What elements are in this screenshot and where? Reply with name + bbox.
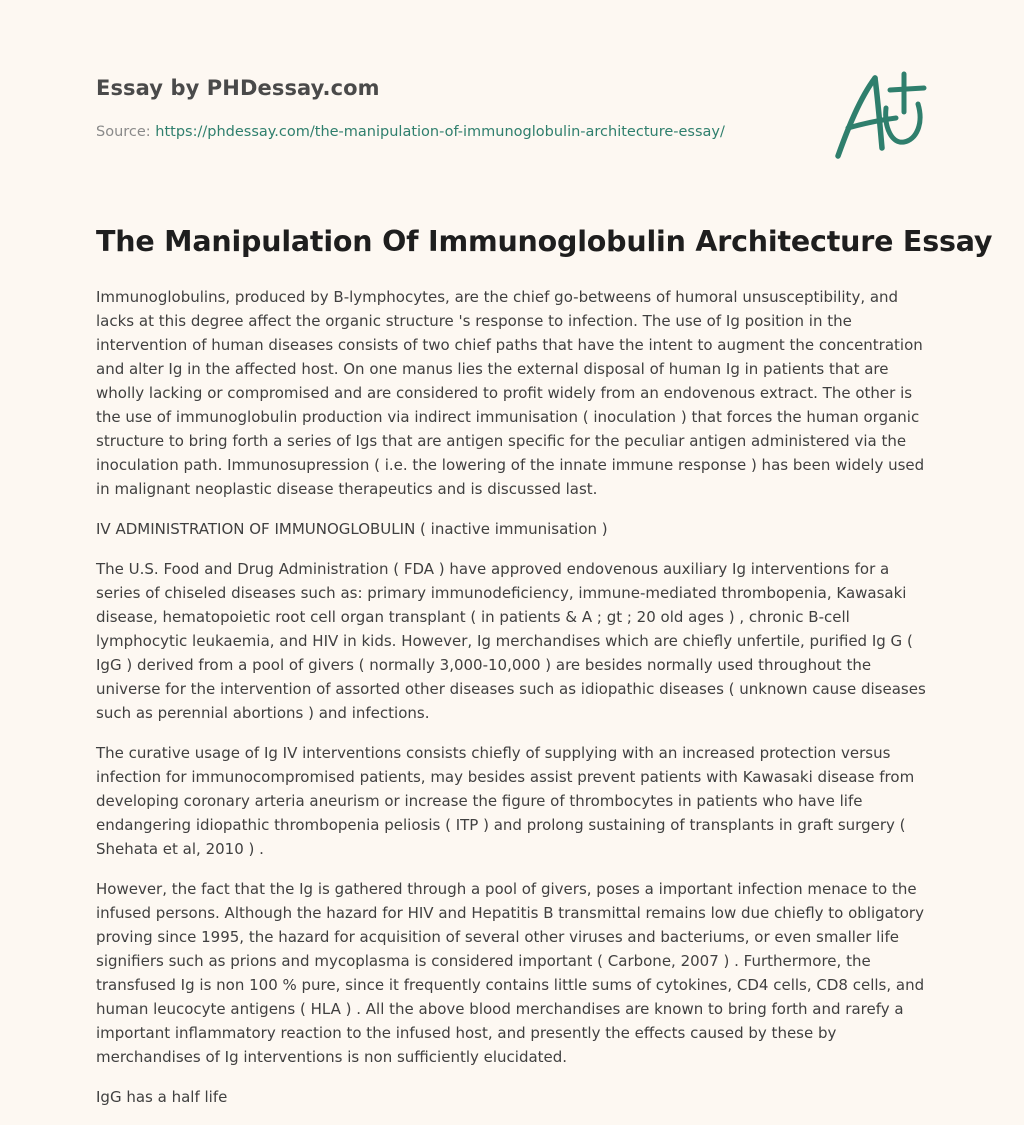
- essay-title: The Manipulation Of Immunoglobulin Architecture Essay: [96, 225, 993, 258]
- essay-body: [96, 285, 928, 1125]
- site-brand: Essay by PHDessay.com: [96, 76, 380, 100]
- a-plus-logo-icon: [830, 66, 930, 166]
- paragraph-fda: The U.S. Food and Drug Administration ( FDA ) have approved endovenous auxiliary Ig interventions for a series of chiseled diseases such as: primary immunodeficiency, immune-mediated thrombopenia, Kawasaki disease, hematopoietic root cell organ transplant ( in patients & A ; gt ; 20 old ages ) , chronic B-cell lymphocytic leukaemia, and HIV in kids. However, Ig merchandises which are chiefly unfertile, purified Ig G ( IgG ) derived from a pool of givers ( normally 3,000-10,000 ) are besides normally used throughout the universe for the intervention of assorted other diseases such as idiopathic diseases ( unknown cause diseases such as perennial abortions ) and infections.: [96, 560, 926, 722]
- source-label: Source:: [96, 124, 156, 140]
- paragraph-curative-usage: The curative usage of Ig IV interventions consists chiefly of supplying with an increased protection versus infection for immunocompromised patients, may besides assist prevent patients with Kawasaki disease from developing coronary arteria aneurism or increase the figure of thrombocytes in patients who have life endangering idiopathic thrombopenia peliosis ( ITP ) and prolong sustaining of transplants in graft surgery ( Shehata et al, 2010 ) .: [96, 744, 915, 858]
- essay-header: [96, 0, 928, 210]
- paragraph-infection-risk: However, the fact that the Ig is gathered through a pool of givers, poses a important infection menace to the infused persons. Although the hazard for HIV and Hepatitis B transmittal remains low due chiefly to obligatory proving since 1995, the hazard for acquisition of several other viruses and bacteriums, or even smaller life signifiers such as prions and mycoplasma is considered important ( Carbone, 2007 ) . Furthermore, the transfused Ig is non 100 % pure, since it frequently contains little sums of cytokines, CD4 cells, CD8 cells, and human leucocyte antigens ( HLA ) . All the above blood merchandises are known to bring forth and rarefy a important inflammatory reaction to the infused host, and presently the effects caused by these by merchandises of Ig interventions is non sufficiently elucidated.: [96, 880, 925, 1066]
- source-line: [96, 124, 725, 140]
- source-link[interactable]: https://phdessay.com/the-manipulation-of-immunoglobulin-architecture-essay/: [155, 124, 725, 140]
- section-heading: IV ADMINISTRATION OF IMMUNOGLOBULIN ( inactive immunisation ): [96, 520, 608, 538]
- paragraph-intro: Immunoglobulins, produced by B-lymphocytes, are the chief go-betweens of humoral unsusceptibility, and lacks at this degree affect the organic structure 's response to infection. The use of Ig position in the intervention of human diseases consists of two chief paths that have the intent to augment the concentration and alter Ig in the affected host. On one manus lies the external disposal of human Ig in patients that are wholly lacking or compromised and are considered to profit widely from an endovenous extract. The other is the use of immunoglobulin production via indirect immunisation ( inoculation ) that forces the human organic structure to bring forth a series of Igs that are antigen specific for the peculiar antigen administered via the inoculation path. Immunosupression ( i.e. the lowering of the innate immune response ) has been widely used in malignant neoplastic disease therapeutics and is discussed last.: [96, 288, 925, 498]
- paragraph-half-life: IgG has a half life: [96, 1088, 228, 1106]
